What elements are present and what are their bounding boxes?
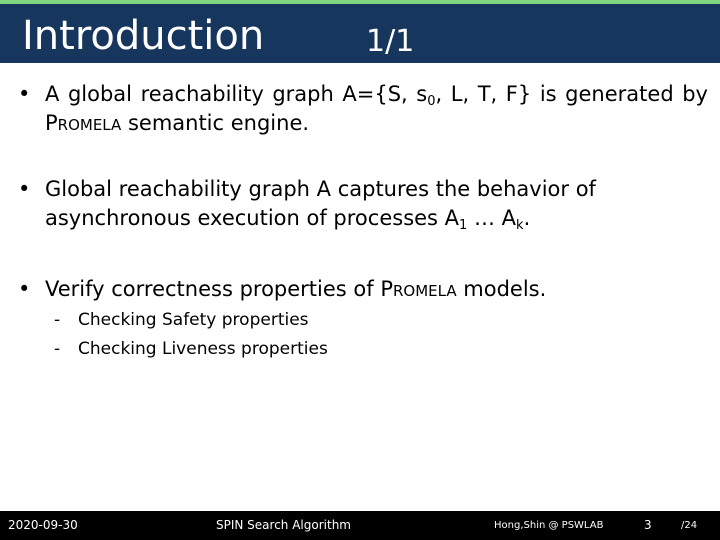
slide-footer: [0, 511, 720, 540]
bullet-marker: •: [18, 82, 31, 106]
bullet-verify-correctness: [18, 275, 708, 304]
sub-bullet-safety: [54, 309, 309, 331]
footer-author: Hong,Shin @ PSWLAB: [494, 520, 604, 531]
slide-title: Introduction: [22, 13, 265, 59]
footer-page-number: 3: [644, 518, 652, 532]
sub-bullet-liveness: [54, 338, 328, 360]
footer-date: 2020-09-30: [8, 518, 78, 532]
sub-bullet-marker: -: [54, 339, 61, 359]
bullet-marker: •: [18, 277, 31, 301]
footer-talk-title: SPIN Search Algorithm: [216, 518, 351, 532]
bullet-marker: •: [18, 177, 31, 201]
bullet-text: Global reachability graph A captures the behavior of asynchronous execution of processes $A_1$ … $A_k$.: [45, 177, 596, 233]
footer-page-total: /24: [681, 520, 698, 531]
bullet-text: A global reachability graph A={S, $s_0$, L, T, F} is generated by Promela semantic engine.: [45, 82, 708, 135]
sub-bullet-text: Checking Safety properties: [78, 310, 309, 330]
bullet-reachability-graph: [18, 80, 708, 138]
sub-bullet-text: Checking Liveness properties: [78, 339, 328, 359]
sub-bullet-marker: -: [54, 310, 61, 330]
bullet-captures-behavior: [18, 175, 708, 233]
slide-page-counter: 1/1: [366, 24, 415, 59]
bullet-text: Verify correctness properties of Promela models.: [45, 277, 547, 301]
slide-header: [0, 4, 720, 63]
